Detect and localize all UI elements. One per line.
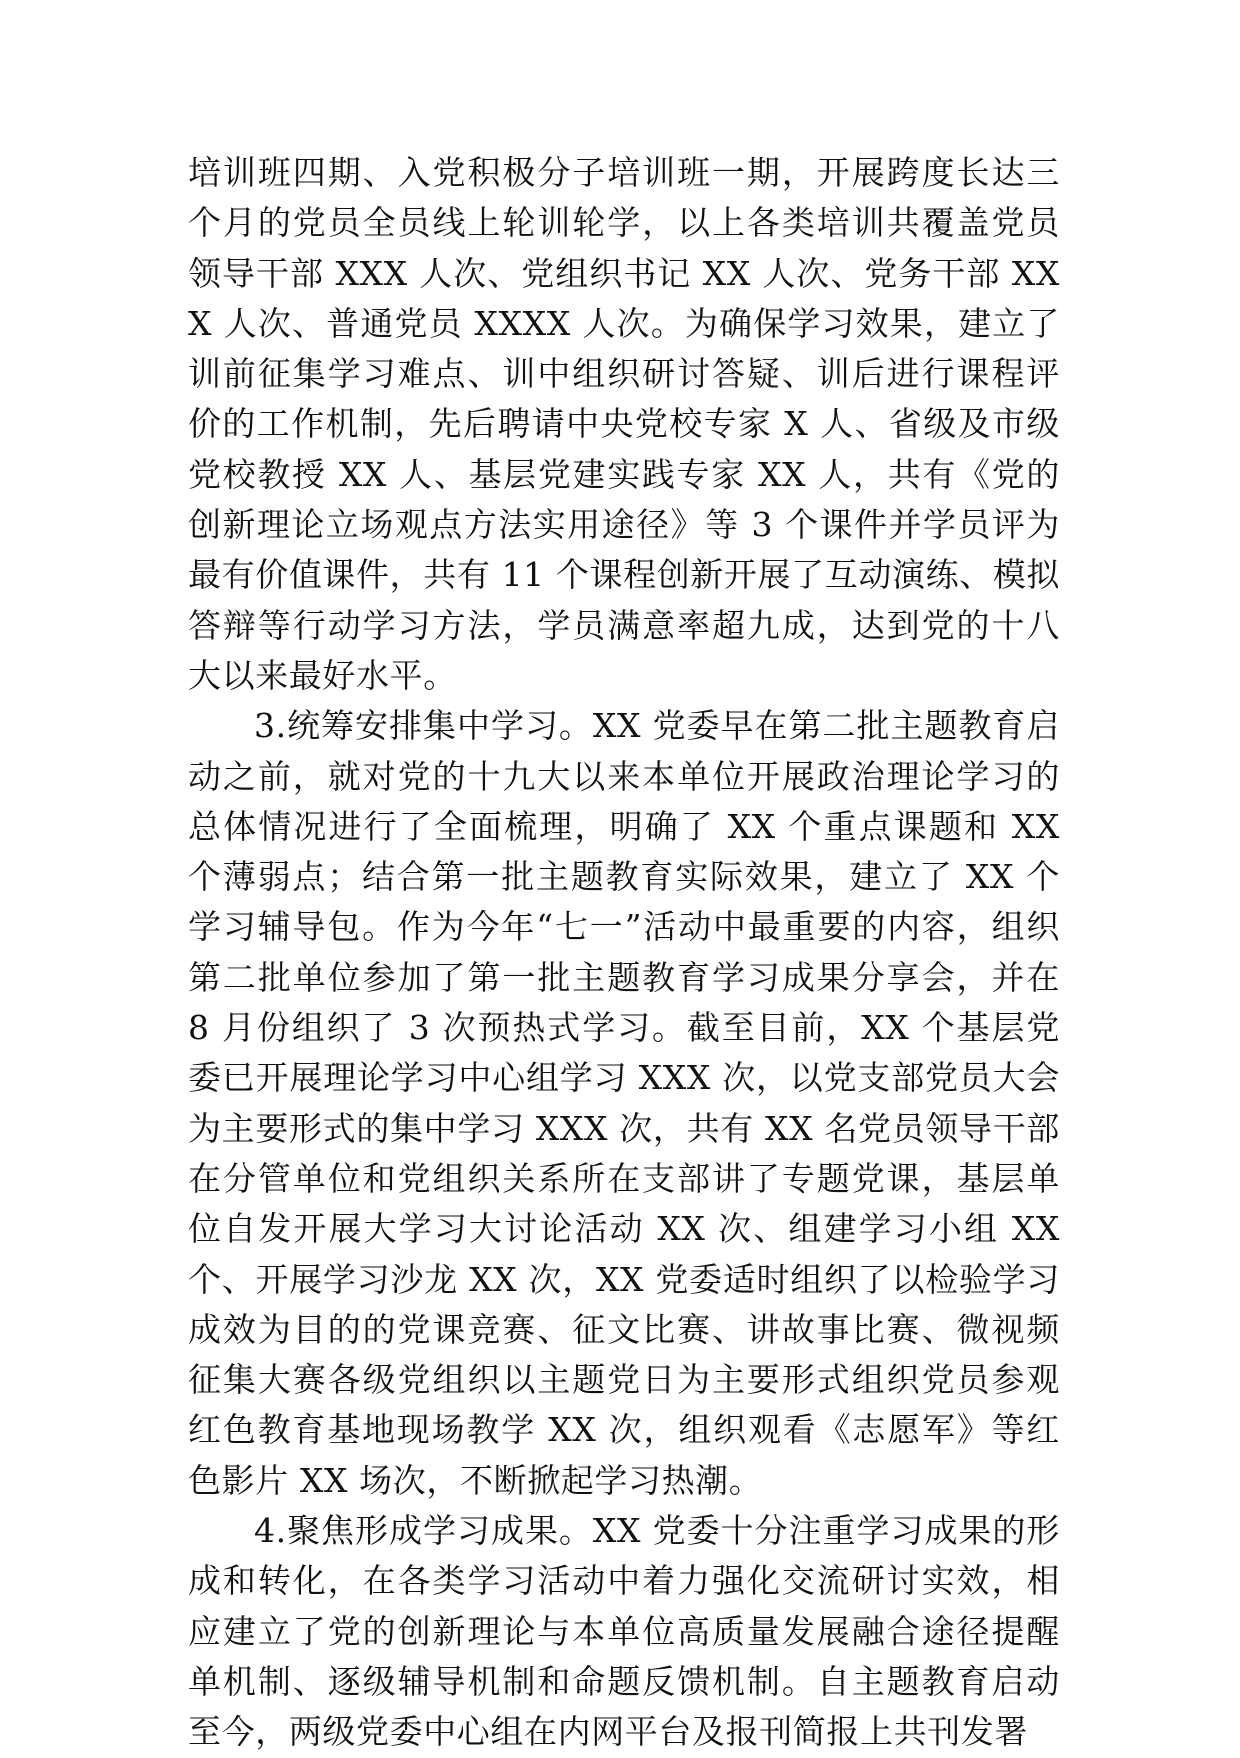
paragraph-centralized-study: 3.统筹安排集中学习。XX 党委早在第二批主题教育启动之前，就对党的十九大以来本单位开展政治理论学习的总体情况进行了全面梳理，明确了 XX 个重点课题和 XX 个薄弱点；结合第一批主题教育实际效果，建立了 XX 个学习辅导包。作为今年“七一”活动中最重要的内容，组织第二批单位参加了第一批主题教育学习成果分享会，并在 8 月份组织了 3 次预热式学习。截至目前，XX 个基层党委已开展理论学习中心组学习 XXX 次，以党支部党员大会为主要形式的集中学习 XXX 次，共有 XX 名党员领导干部在分管单位和党组织关系所在支部讲了专题党课，基层单位自发开展大学习大讨论活动 XX 次、组建学习小组 XX 个、开展学习沙龙 XX 次，XX 党委适时组织了以检验学习成效为目的的党课竞赛、征文比赛、讲故事比赛、微视频征集大赛各级党组织以主题党日为主要形式组织党员参观红色教育基地现场教学 XX 次，组织观看《志愿军》等红色影片 XX 场次，不断掀起学习热潮。 bbox=[188, 706, 1060, 1500]
paragraph-training-summary: 培训班四期、入党积极分子培训班一期，开展跨度长达三个月的党员全员线上轮训轮学，以上各类培训共覆盖党员领导干部 XXX 人次、党组织书记 XX 人次、党务干部 XXX 人次、普通党员 XXXX 人次。为确保学习效果，建立了训前征集学习难点、训中组织研讨答疑、训后进行课程评价的工作机制，先后聘请中央党校专家 X 人、省级及市级党校教授 XX 人、基层党建实践专家 XX 人，共有《党的创新理论立场观点方法实用途径》等 3 个课件并学员评为最有价值课件，共有 11 个课程创新开展了互动演练、模拟答辩等行动学习方法，学员满意率超九成，达到党的十八大以来最好水平。 bbox=[188, 153, 1060, 695]
paragraph-study-results: 4.聚焦形成学习成果。XX 党委十分注重学习成果的形成和转化，在各类学习活动中着力强化交流研讨实效，相应建立了党的创新理论与本单位高质量发展融合途径提醒单机制、逐级辅导机制和命题反馈机制。自主题教育启动至今，两级党委中心组在内网平台及报刊简报上共刊发署 bbox=[188, 1511, 1060, 1752]
document-body bbox=[188, 148, 1060, 1758]
